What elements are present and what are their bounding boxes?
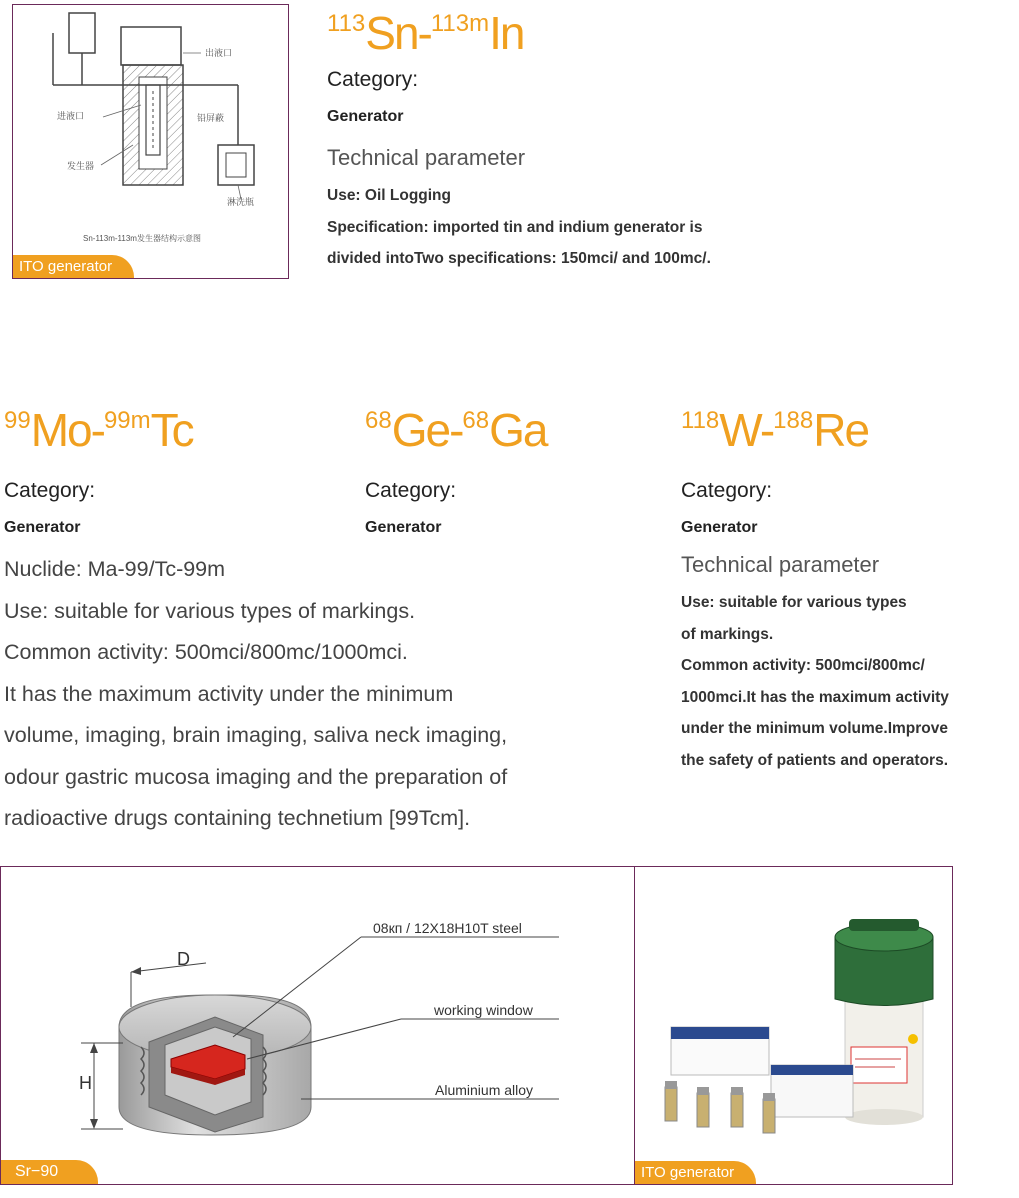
label-working-window: working window: [434, 1002, 533, 1018]
isotope-title-ge-ga: $^{68}$Ge-$^{68}$Ga: [365, 404, 547, 456]
image-tag-ito: ITO generator: [13, 255, 134, 278]
desc-line: Use: suitable for various types of markings.: [4, 598, 416, 623]
param-line: Use: suitable for various types: [681, 594, 907, 611]
dimension-h-label: H: [79, 1073, 92, 1093]
desc-line: Nuclide: Ma-99/Tc-99m: [4, 557, 226, 581]
sn-in-generator-diagram: [13, 5, 288, 278]
ito-generator-photo: [635, 867, 952, 1184]
param-line: Common activity: 500mci/800mc/: [681, 657, 925, 674]
param-use: Use: Oil Logging: [327, 187, 451, 204]
ito-photo-frame: [634, 866, 953, 1185]
category-label: Category:: [327, 68, 419, 91]
param-spec-1: Specification: imported tin and indium generator is: [327, 218, 703, 236]
param-line: under the minimum volume.Improve: [681, 720, 948, 737]
technical-parameter-heading: Technical parameter: [681, 552, 880, 577]
category-label: Category:: [4, 479, 96, 502]
w-re-params: [681, 587, 1011, 776]
desc-line: volume, imaging, brain imaging, saliva neck imaging,: [4, 723, 508, 747]
dimension-d-label: D: [177, 949, 190, 969]
diagram-label-generator: 发生器: [67, 161, 95, 171]
param-line: the safety of patients and operators.: [681, 751, 948, 769]
isotope-title-sn-in: $^{113}$Sn-$^{113m}$In: [327, 7, 524, 59]
param-spec-2: divided intoTwo specifications: 150mci/ and 100mc/.: [327, 250, 711, 267]
param-line: 1000mci.It has the maximum activity: [681, 688, 949, 706]
isotope-title-w-re: $^{118}$W-$^{188}$Re: [681, 404, 869, 456]
image-tag-sr-90: Sr−90: [1, 1160, 98, 1184]
sn-in-image-frame: [12, 4, 289, 279]
desc-line: odour gastric mucosa imaging and the preparation of: [4, 764, 508, 789]
sn-in-params: [327, 180, 711, 275]
diagram-label-shield: 铅屏蔽: [197, 113, 225, 123]
image-tag-ito-photo: ITO generator: [635, 1161, 756, 1184]
desc-line: It has the maximum activity under the minimum: [4, 681, 454, 706]
desc-line: radioactive drugs containing technetium [99Tcm].: [4, 806, 471, 830]
category-label: Category:: [681, 479, 773, 502]
diagram-label-outlet: 出液口: [205, 48, 233, 58]
label-steel: 08кп / 12X18H10T steel: [373, 920, 522, 936]
diagram-caption: Sn-113m-113m发生器结构示意图: [83, 234, 201, 243]
category-label: Category:: [365, 479, 457, 502]
category-value: Generator: [327, 108, 404, 125]
category-value: Generator: [365, 519, 442, 536]
param-line: of markings.: [681, 625, 774, 643]
sr-90-image-frame: [0, 866, 636, 1185]
diagram-label-inlet: 进液口: [57, 111, 85, 121]
isotope-title-mo-tc: $^{99}$Mo-$^{99m}$Tc: [4, 404, 193, 456]
desc-line: Common activity: 500mci/800mc/1000mci.: [4, 640, 408, 664]
technical-parameter-heading: Technical parameter: [327, 145, 526, 170]
label-aluminium-alloy: Aluminium alloy: [435, 1082, 534, 1098]
category-value: Generator: [681, 519, 758, 536]
category-value: Generator: [4, 519, 81, 536]
sr-90-source-drawing: [1, 867, 635, 1184]
mo-tc-description: [4, 549, 624, 840]
diagram-label-bottle: 淋洗瓶: [227, 197, 255, 207]
